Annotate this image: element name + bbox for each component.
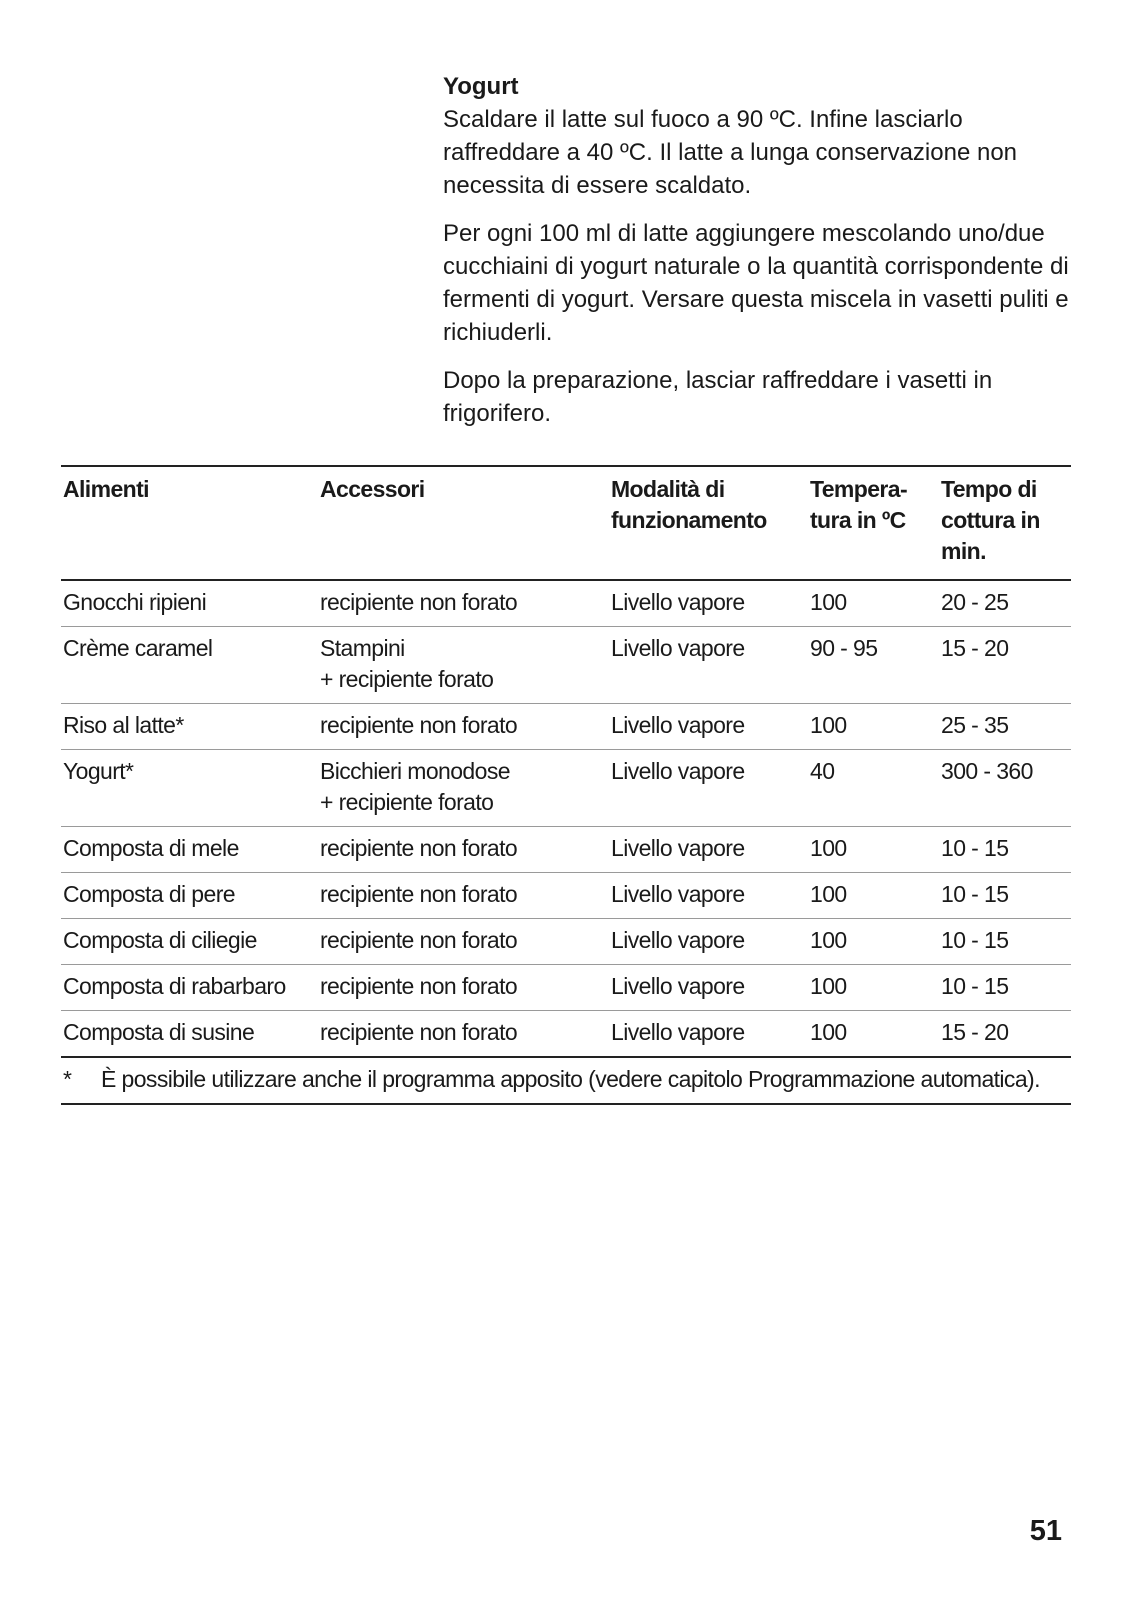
cell-mode (609, 919, 808, 965)
table-row (61, 580, 1071, 627)
cell-temperature-text: 100 (810, 712, 847, 738)
cell-food (61, 965, 318, 1011)
cell-temperature (808, 627, 939, 704)
intro-paragraph-2: Per ogni 100 ml di latte aggiungere mescolando uno/due cucchiaini di yogurt naturale o la quantità corrispondente di fermenti di yogurt. Versare questa miscela in vasetti puliti e richiuderli. (443, 220, 1069, 346)
cell-mode (609, 627, 808, 704)
header-accessori: Accessori (320, 476, 425, 502)
cell-time (939, 965, 1071, 1011)
cell-time (939, 627, 1071, 704)
cell-mode (609, 580, 808, 627)
cell-temperature-text: 100 (810, 1019, 847, 1045)
cell-food-text: Composta di pere (63, 881, 235, 907)
footnote (61, 1057, 1071, 1104)
cell-time-text: 25 - 35 (941, 712, 1009, 738)
cell-temperature (808, 919, 939, 965)
cell-time (939, 750, 1071, 827)
cell-accessory-text: recipiente non forato (320, 973, 518, 999)
cell-mode-text: Livello vapore (611, 973, 745, 999)
intro-section (443, 70, 1083, 445)
cell-accessory (318, 1011, 609, 1058)
cell-time (939, 919, 1071, 965)
cell-food (61, 827, 318, 873)
cell-food (61, 873, 318, 919)
cell-time (939, 704, 1071, 750)
cell-mode-text: Livello vapore (611, 927, 745, 953)
cell-time-text: 10 - 15 (941, 835, 1009, 861)
cell-time (939, 873, 1071, 919)
table-row (61, 827, 1071, 873)
cell-mode (609, 827, 808, 873)
cell-food-text: Yogurt* (63, 758, 134, 784)
header-alimenti: Alimenti (63, 476, 149, 502)
cell-food (61, 627, 318, 704)
cell-temperature-text: 40 (810, 758, 835, 784)
cell-mode-text: Livello vapore (611, 758, 745, 784)
cell-temperature (808, 1011, 939, 1058)
cell-food (61, 704, 318, 750)
cell-mode-text: Livello vapore (611, 881, 745, 907)
cell-accessory-text: recipiente non forato (320, 927, 518, 953)
table-row (61, 750, 1071, 827)
cell-time-text: 20 - 25 (941, 589, 1009, 615)
table-row (61, 1011, 1071, 1058)
cell-food-text: Gnocchi ripieni (63, 589, 207, 615)
cell-mode-text: Livello vapore (611, 589, 745, 615)
cooking-table (61, 465, 1071, 1105)
cell-mode (609, 1011, 808, 1058)
cell-accessory (318, 704, 609, 750)
cell-temperature (808, 750, 939, 827)
cell-temperature (808, 873, 939, 919)
cell-accessory (318, 965, 609, 1011)
header-temperatura (808, 466, 939, 580)
intro-paragraph-3: Dopo la preparazione, lasciar raffreddare i vasetti in frigorifero. (443, 367, 993, 427)
footnote-row (61, 1057, 1071, 1104)
cell-food (61, 580, 318, 627)
table-row (61, 873, 1071, 919)
cell-temperature (808, 580, 939, 627)
cell-mode-text: Livello vapore (611, 712, 745, 738)
cell-time-text: 10 - 15 (941, 881, 1009, 907)
cell-accessory (318, 627, 609, 704)
cell-accessory-text: recipiente non forato (320, 881, 518, 907)
cell-temperature-text: 100 (810, 973, 847, 999)
footnote-mark: * (63, 1066, 72, 1092)
cell-mode (609, 704, 808, 750)
cell-mode-text: Livello vapore (611, 635, 745, 661)
cell-food-text: Composta di susine (63, 1019, 255, 1045)
table-header (61, 466, 1071, 580)
cell-mode (609, 750, 808, 827)
cell-mode (609, 965, 808, 1011)
header-temperatura-text: Tempera-tura in ºC (810, 476, 908, 533)
cell-time-text: 10 - 15 (941, 927, 1009, 953)
cell-accessory (318, 873, 609, 919)
cell-accessory-extra-text: + recipiente forato (320, 666, 494, 692)
table-row (61, 704, 1071, 750)
cell-accessory-extra-text: + recipiente forato (320, 789, 494, 815)
cell-time-text: 300 - 360 (941, 758, 1033, 784)
cell-accessory (318, 827, 609, 873)
cell-temperature-text: 100 (810, 927, 847, 953)
cell-accessory (318, 580, 609, 627)
cell-temperature-text: 100 (810, 589, 847, 615)
cell-accessory-text: recipiente non forato (320, 712, 518, 738)
cell-food-text: Riso al latte* (63, 712, 184, 738)
header-tempo-text: Tempo di cottura in min. (941, 476, 1040, 564)
cell-food-text: Crème caramel (63, 635, 213, 661)
cell-accessory-text: recipiente non forato (320, 1019, 518, 1045)
cell-time (939, 580, 1071, 627)
cell-food-text: Composta di mele (63, 835, 239, 861)
table-row (61, 919, 1071, 965)
cell-food-text: Composta di rabarbaro (63, 973, 286, 999)
cell-food (61, 750, 318, 827)
cell-food-text: Composta di ciliegie (63, 927, 257, 953)
cell-accessory-text: recipiente non forato (320, 835, 518, 861)
cell-accessory-text: Stampini (320, 635, 405, 661)
table-row (61, 627, 1071, 704)
cell-temperature (808, 704, 939, 750)
cell-mode (609, 873, 808, 919)
cell-temperature (808, 965, 939, 1011)
header-modalita-text: Modalità di funzionamento (611, 476, 767, 533)
cell-temperature (808, 827, 939, 873)
cell-time-text: 15 - 20 (941, 635, 1009, 661)
cell-food (61, 919, 318, 965)
cell-accessory-text: recipiente non forato (320, 589, 518, 615)
cell-accessory (318, 919, 609, 965)
header-row (61, 466, 1071, 580)
cell-temperature-text: 100 (810, 881, 847, 907)
table-footer (61, 1057, 1071, 1104)
header-tempo (939, 466, 1071, 580)
cell-accessory (318, 750, 609, 827)
cell-time (939, 1011, 1071, 1058)
cell-time (939, 827, 1071, 873)
cell-accessory-text: Bicchieri monodose (320, 758, 510, 784)
header-modalita (609, 466, 808, 580)
cell-time-text: 15 - 20 (941, 1019, 1009, 1045)
intro-paragraph-1: Scaldare il latte sul fuoco a 90 ºC. Infine lasciarlo raffreddare a 40 ºC. Il latte a lunga conservazione non necessita di essere scaldato. (443, 106, 1018, 199)
page-number: 51 (1029, 1515, 1062, 1547)
cell-time-text: 10 - 15 (941, 973, 1009, 999)
cell-temperature-text: 90 - 95 (810, 635, 878, 661)
table-body (61, 580, 1071, 1057)
table-row (61, 965, 1071, 1011)
cell-food (61, 1011, 318, 1058)
section-heading: Yogurt (443, 73, 519, 100)
cell-mode-text: Livello vapore (611, 1019, 745, 1045)
cell-mode-text: Livello vapore (611, 835, 745, 861)
cell-temperature-text: 100 (810, 835, 847, 861)
footnote-text: È possibile utilizzare anche il programma apposito (vedere capitolo Programmazione automatica). (101, 1066, 1040, 1092)
